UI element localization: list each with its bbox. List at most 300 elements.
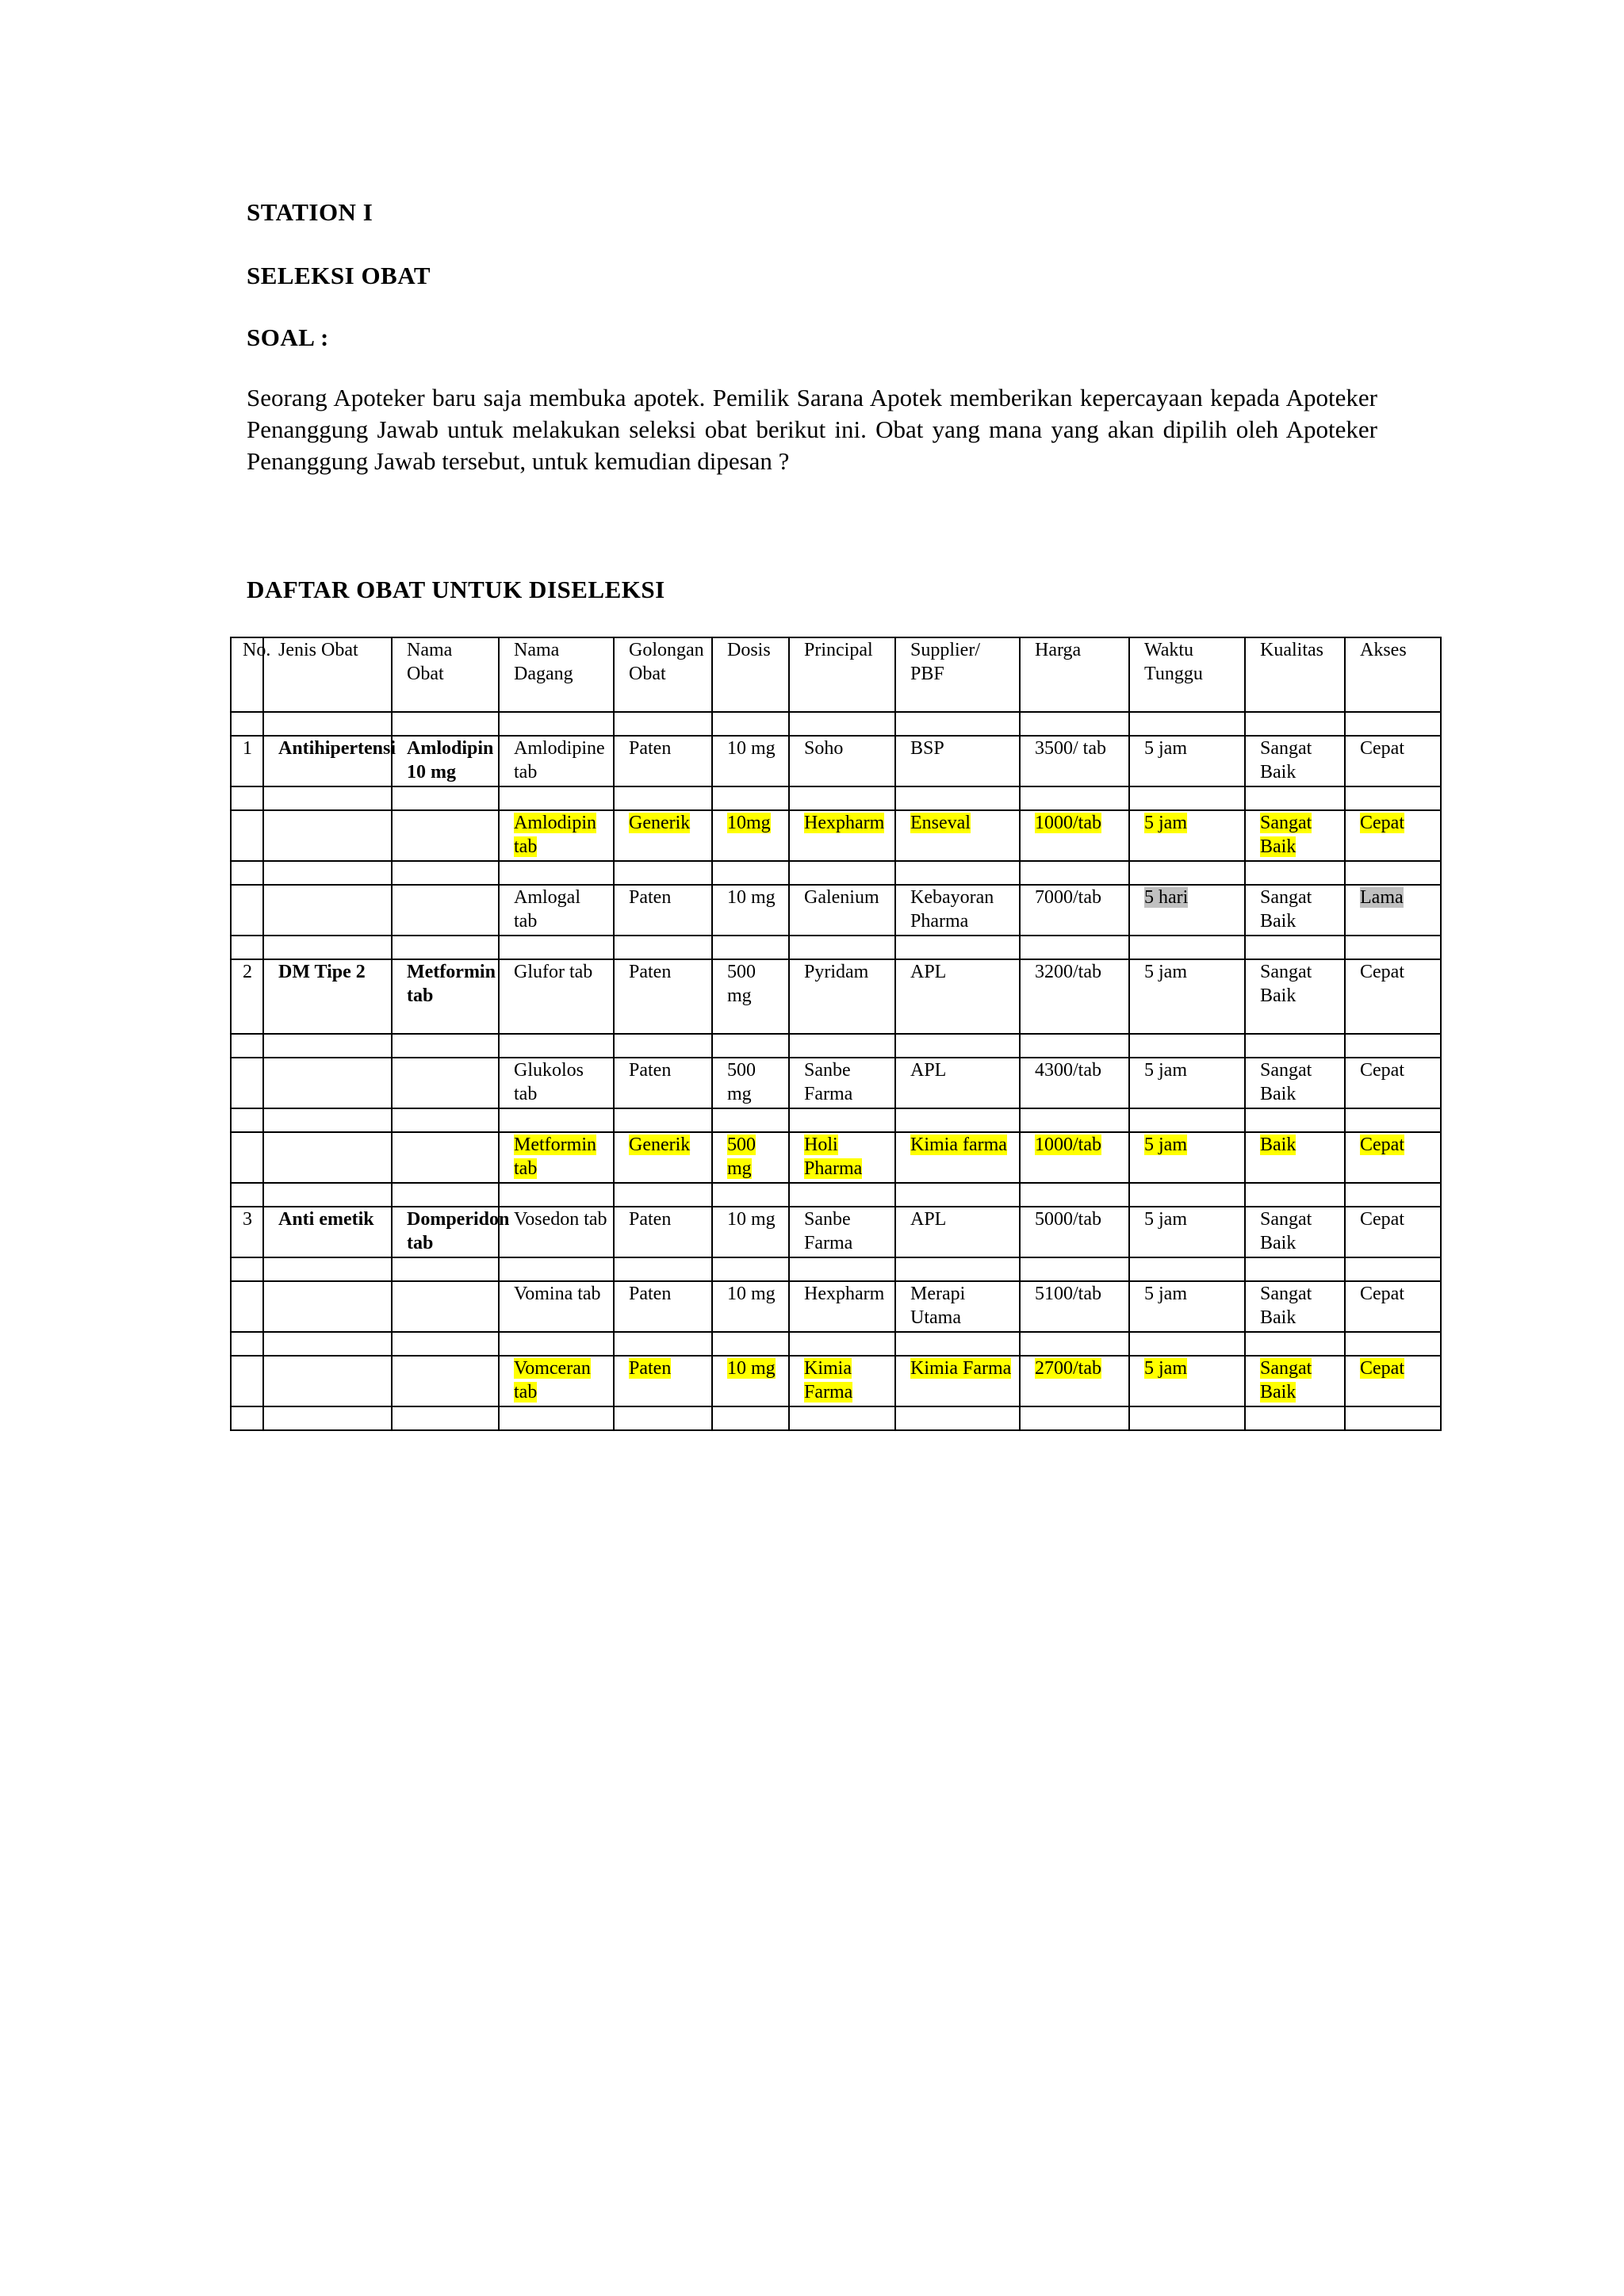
empty-cell bbox=[231, 1183, 263, 1207]
header-harga: Harga bbox=[1020, 637, 1129, 712]
dosis-value: 500 mg bbox=[727, 1060, 756, 1104]
cell-kualitas bbox=[1245, 1207, 1345, 1257]
empty-cell bbox=[614, 1108, 712, 1132]
empty-cell bbox=[392, 1183, 499, 1207]
cell-jenis bbox=[263, 959, 392, 1034]
dosis-value: 10 mg bbox=[727, 887, 776, 908]
empty-cell bbox=[231, 1108, 263, 1132]
harga-value: 7000/tab bbox=[1035, 887, 1101, 908]
spacer-row bbox=[231, 1257, 1441, 1281]
cell-waktu bbox=[1129, 885, 1245, 936]
principal-value: Sanbe Farma bbox=[804, 1060, 853, 1104]
dagang-value: Amlogal tab bbox=[514, 887, 580, 932]
akses-value: Cepat bbox=[1360, 1060, 1404, 1081]
cell-dagang bbox=[499, 1356, 614, 1406]
empty-cell bbox=[1245, 1183, 1345, 1207]
cell-kualitas bbox=[1245, 885, 1345, 936]
waktu-value: 5 jam bbox=[1144, 813, 1187, 833]
empty-cell bbox=[499, 712, 614, 736]
dagang-value: Amlodipine tab bbox=[514, 738, 605, 783]
empty-cell bbox=[712, 1257, 789, 1281]
empty-cell bbox=[263, 712, 392, 736]
cell-jenis bbox=[263, 1058, 392, 1108]
empty-cell bbox=[1129, 1108, 1245, 1132]
question-text: Seorang Apoteker baru saja membuka apotek. Pemilik Sarana Apotek memberikan kepercayaan kepada Apoteker Penanggung Jawab untuk melakukan seleksi obat berikut ini. Obat yang mana yang akan dipilih oleh Apoteker Penanggung Jawab tersebut, untuk kemudian dipesan ? bbox=[247, 384, 1377, 475]
empty-cell bbox=[263, 936, 392, 959]
cell-akses bbox=[1345, 1132, 1441, 1183]
spacer-row bbox=[231, 1406, 1441, 1430]
empty-cell bbox=[231, 712, 263, 736]
empty-cell bbox=[231, 1034, 263, 1058]
cell-waktu bbox=[1129, 959, 1245, 1034]
dosis-value: 10 mg bbox=[727, 1358, 776, 1379]
drug-table-wrapper bbox=[230, 637, 1442, 1431]
cell-waktu bbox=[1129, 1281, 1245, 1332]
empty-cell bbox=[895, 1108, 1020, 1132]
empty-cell bbox=[1345, 1257, 1441, 1281]
dagang-value: Glufor tab bbox=[514, 962, 593, 982]
supplier-value: Kebayoran Pharma bbox=[910, 887, 994, 932]
cell-no bbox=[231, 810, 263, 861]
empty-cell bbox=[789, 1034, 895, 1058]
cell-nama bbox=[392, 885, 499, 936]
cell-dagang bbox=[499, 959, 614, 1034]
waktu-value: 5 hari bbox=[1144, 887, 1189, 908]
empty-cell bbox=[895, 1034, 1020, 1058]
cell-kualitas bbox=[1245, 1356, 1345, 1406]
cell-waktu bbox=[1129, 1132, 1245, 1183]
principal-value: Holi Pharma bbox=[804, 1135, 863, 1179]
cell-akses bbox=[1345, 736, 1441, 786]
kualitas-value: Sangat Baik bbox=[1260, 1060, 1312, 1104]
spacer-row bbox=[231, 936, 1441, 959]
empty-cell bbox=[895, 936, 1020, 959]
spacer-row bbox=[231, 1332, 1441, 1356]
empty-cell bbox=[392, 1332, 499, 1356]
nama-value: Metformin tab bbox=[407, 962, 496, 1006]
table-title: DAFTAR OBAT UNTUK DISELEKSI bbox=[247, 576, 665, 603]
dagang-value: Metformin tab bbox=[514, 1135, 596, 1179]
drug-table-body bbox=[231, 637, 1441, 1430]
cell-dosis bbox=[712, 736, 789, 786]
golongan-value: Paten bbox=[629, 1284, 672, 1304]
empty-cell bbox=[614, 861, 712, 885]
spacer-row bbox=[231, 786, 1441, 810]
cell-harga bbox=[1020, 736, 1129, 786]
cell-waktu bbox=[1129, 1207, 1245, 1257]
spacer-row bbox=[231, 861, 1441, 885]
empty-cell bbox=[231, 861, 263, 885]
empty-cell bbox=[895, 712, 1020, 736]
empty-cell bbox=[614, 1257, 712, 1281]
dagang-value: Vosedon tab bbox=[514, 1209, 607, 1230]
harga-value: 1000/tab bbox=[1035, 813, 1101, 833]
cell-waktu bbox=[1129, 810, 1245, 861]
empty-cell bbox=[263, 1034, 392, 1058]
header-dagang: Nama Dagang bbox=[499, 637, 614, 712]
cell-dosis bbox=[712, 885, 789, 936]
harga-value: 3200/tab bbox=[1035, 962, 1101, 982]
cell-harga bbox=[1020, 1281, 1129, 1332]
harga-value: 5000/tab bbox=[1035, 1209, 1101, 1230]
station-heading: STATION I bbox=[247, 198, 373, 226]
empty-cell bbox=[1245, 861, 1345, 885]
empty-cell bbox=[789, 1108, 895, 1132]
empty-cell bbox=[263, 1108, 392, 1132]
empty-cell bbox=[1345, 936, 1441, 959]
dosis-value: 10 mg bbox=[727, 1284, 776, 1304]
nama-value: Domperidon tab bbox=[407, 1209, 510, 1253]
empty-cell bbox=[1020, 1183, 1129, 1207]
jenis-value: Anti emetik bbox=[278, 1209, 374, 1230]
header-supplier: Supplier/ PBF bbox=[895, 637, 1020, 712]
cell-kualitas bbox=[1245, 810, 1345, 861]
empty-cell bbox=[1129, 1332, 1245, 1356]
cell-kualitas bbox=[1245, 736, 1345, 786]
cell-supplier bbox=[895, 1207, 1020, 1257]
supplier-value: BSP bbox=[910, 738, 944, 759]
harga-value: 3500/ tab bbox=[1035, 738, 1106, 759]
cell-principal bbox=[789, 885, 895, 936]
cell-nama bbox=[392, 810, 499, 861]
empty-cell bbox=[499, 1108, 614, 1132]
cell-akses bbox=[1345, 885, 1441, 936]
kualitas-value: Sangat Baik bbox=[1260, 1209, 1312, 1253]
cell-nama bbox=[392, 1058, 499, 1108]
supplier-value: APL bbox=[910, 962, 947, 982]
table-row bbox=[231, 736, 1441, 786]
cell-harga bbox=[1020, 959, 1129, 1034]
akses-value: Cepat bbox=[1360, 813, 1404, 833]
empty-cell bbox=[1345, 1108, 1441, 1132]
cell-no bbox=[231, 959, 263, 1034]
header-dosis: Dosis bbox=[712, 637, 789, 712]
cell-golongan bbox=[614, 1207, 712, 1257]
supplier-value: Kimia Farma bbox=[910, 1358, 1012, 1379]
principal-value: Soho bbox=[804, 738, 844, 759]
empty-cell bbox=[392, 936, 499, 959]
empty-cell bbox=[1245, 936, 1345, 959]
cell-principal bbox=[789, 1132, 895, 1183]
cell-supplier bbox=[895, 1356, 1020, 1406]
cell-no bbox=[231, 736, 263, 786]
golongan-value: Paten bbox=[629, 1209, 672, 1230]
cell-dosis bbox=[712, 1356, 789, 1406]
topic-heading: SELEKSI OBAT bbox=[247, 262, 431, 289]
cell-nama bbox=[392, 1356, 499, 1406]
empty-cell bbox=[614, 1183, 712, 1207]
waktu-value: 5 jam bbox=[1144, 1284, 1187, 1304]
empty-cell bbox=[712, 1034, 789, 1058]
empty-cell bbox=[1020, 786, 1129, 810]
table-row bbox=[231, 885, 1441, 936]
empty-cell bbox=[1345, 712, 1441, 736]
empty-cell bbox=[895, 1332, 1020, 1356]
empty-cell bbox=[712, 712, 789, 736]
empty-cell bbox=[1345, 1034, 1441, 1058]
kualitas-value: Sangat Baik bbox=[1260, 1284, 1312, 1328]
cell-dosis bbox=[712, 1207, 789, 1257]
empty-cell bbox=[789, 712, 895, 736]
empty-cell bbox=[1129, 712, 1245, 736]
principal-value: Kimia Farma bbox=[804, 1358, 853, 1402]
golongan-value: Paten bbox=[629, 962, 672, 982]
empty-cell bbox=[789, 1332, 895, 1356]
empty-cell bbox=[1245, 1257, 1345, 1281]
cell-golongan bbox=[614, 810, 712, 861]
dosis-value: 10mg bbox=[727, 813, 771, 833]
empty-cell bbox=[1245, 1332, 1345, 1356]
cell-supplier bbox=[895, 1281, 1020, 1332]
empty-cell bbox=[1020, 712, 1129, 736]
cell-akses bbox=[1345, 959, 1441, 1034]
empty-cell bbox=[231, 1406, 263, 1430]
cell-supplier bbox=[895, 810, 1020, 861]
empty-cell bbox=[392, 786, 499, 810]
supplier-value: Enseval bbox=[910, 813, 971, 833]
empty-cell bbox=[712, 1406, 789, 1430]
cell-harga bbox=[1020, 1356, 1129, 1406]
golongan-value: Generik bbox=[629, 1135, 691, 1155]
cell-principal bbox=[789, 810, 895, 861]
drug-table bbox=[230, 637, 1442, 1431]
golongan-value: Paten bbox=[629, 738, 672, 759]
empty-cell bbox=[1129, 1257, 1245, 1281]
no-value: 1 bbox=[243, 738, 252, 759]
empty-cell bbox=[1129, 786, 1245, 810]
spacer-row bbox=[231, 712, 1441, 736]
header-kualitas: Kualitas bbox=[1245, 637, 1345, 712]
spacer-row bbox=[231, 1034, 1441, 1058]
harga-value: 5100/tab bbox=[1035, 1284, 1101, 1304]
cell-supplier bbox=[895, 959, 1020, 1034]
principal-value: Hexpharm bbox=[804, 813, 885, 833]
empty-cell bbox=[1020, 936, 1129, 959]
cell-nama bbox=[392, 736, 499, 786]
empty-cell bbox=[614, 1332, 712, 1356]
table-row bbox=[231, 1058, 1441, 1108]
cell-supplier bbox=[895, 1132, 1020, 1183]
empty-cell bbox=[895, 1183, 1020, 1207]
harga-value: 4300/tab bbox=[1035, 1060, 1101, 1081]
spacer-row bbox=[231, 1108, 1441, 1132]
empty-cell bbox=[712, 1108, 789, 1132]
empty-cell bbox=[499, 861, 614, 885]
empty-cell bbox=[499, 1183, 614, 1207]
empty-cell bbox=[1345, 1332, 1441, 1356]
golongan-value: Paten bbox=[629, 1358, 672, 1379]
table-row bbox=[231, 959, 1441, 1034]
kualitas-value: Sangat Baik bbox=[1260, 887, 1312, 932]
dosis-value: 10 mg bbox=[727, 738, 776, 759]
cell-golongan bbox=[614, 885, 712, 936]
cell-akses bbox=[1345, 1356, 1441, 1406]
cell-golongan bbox=[614, 736, 712, 786]
cell-principal bbox=[789, 1207, 895, 1257]
empty-cell bbox=[614, 786, 712, 810]
dosis-value: 500 mg bbox=[727, 1135, 756, 1179]
kualitas-value: Sangat Baik bbox=[1260, 813, 1312, 857]
golongan-value: Paten bbox=[629, 887, 672, 908]
akses-value: Cepat bbox=[1360, 1135, 1404, 1155]
empty-cell bbox=[1345, 786, 1441, 810]
dosis-value: 10 mg bbox=[727, 1209, 776, 1230]
no-value: 2 bbox=[243, 962, 252, 982]
empty-cell bbox=[499, 1406, 614, 1430]
empty-cell bbox=[895, 786, 1020, 810]
empty-cell bbox=[895, 1257, 1020, 1281]
cell-golongan bbox=[614, 959, 712, 1034]
empty-cell bbox=[1245, 1034, 1345, 1058]
cell-principal bbox=[789, 1058, 895, 1108]
dagang-value: Vomceran tab bbox=[514, 1358, 591, 1402]
waktu-value: 5 jam bbox=[1144, 1135, 1187, 1155]
cell-principal bbox=[789, 1281, 895, 1332]
empty-cell bbox=[1020, 1034, 1129, 1058]
empty-cell bbox=[392, 861, 499, 885]
empty-cell bbox=[614, 936, 712, 959]
jenis-value: Antihipertensi bbox=[278, 738, 396, 759]
empty-cell bbox=[392, 1034, 499, 1058]
empty-cell bbox=[1129, 861, 1245, 885]
empty-cell bbox=[263, 1257, 392, 1281]
cell-golongan bbox=[614, 1281, 712, 1332]
akses-value: Cepat bbox=[1360, 1284, 1404, 1304]
empty-cell bbox=[263, 1183, 392, 1207]
waktu-value: 5 jam bbox=[1144, 1358, 1187, 1379]
table-row bbox=[231, 1281, 1441, 1332]
cell-no bbox=[231, 1356, 263, 1406]
empty-cell bbox=[712, 936, 789, 959]
kualitas-value: Sangat Baik bbox=[1260, 738, 1312, 783]
waktu-value: 5 jam bbox=[1144, 738, 1187, 759]
header-principal: Principal bbox=[789, 637, 895, 712]
cell-harga bbox=[1020, 885, 1129, 936]
empty-cell bbox=[499, 1332, 614, 1356]
waktu-value: 5 jam bbox=[1144, 1060, 1187, 1081]
empty-cell bbox=[712, 1332, 789, 1356]
cell-no bbox=[231, 1058, 263, 1108]
cell-akses bbox=[1345, 1058, 1441, 1108]
empty-cell bbox=[789, 1257, 895, 1281]
empty-cell bbox=[263, 861, 392, 885]
cell-jenis bbox=[263, 1281, 392, 1332]
empty-cell bbox=[789, 1183, 895, 1207]
cell-golongan bbox=[614, 1132, 712, 1183]
empty-cell bbox=[499, 1257, 614, 1281]
cell-jenis bbox=[263, 1132, 392, 1183]
cell-harga bbox=[1020, 1132, 1129, 1183]
empty-cell bbox=[614, 1034, 712, 1058]
jenis-value: DM Tipe 2 bbox=[278, 962, 366, 982]
cell-akses bbox=[1345, 1207, 1441, 1257]
golongan-value: Paten bbox=[629, 1060, 672, 1081]
empty-cell bbox=[263, 1406, 392, 1430]
empty-cell bbox=[392, 712, 499, 736]
cell-harga bbox=[1020, 1207, 1129, 1257]
cell-principal bbox=[789, 1356, 895, 1406]
cell-akses bbox=[1345, 1281, 1441, 1332]
dosis-value: 500 mg bbox=[727, 962, 756, 1006]
akses-value: Cepat bbox=[1360, 962, 1404, 982]
cell-waktu bbox=[1129, 1356, 1245, 1406]
header-nama: Nama Obat bbox=[392, 637, 499, 712]
cell-supplier bbox=[895, 885, 1020, 936]
empty-cell bbox=[1020, 1406, 1129, 1430]
harga-value: 1000/tab bbox=[1035, 1135, 1101, 1155]
table-row bbox=[231, 1132, 1441, 1183]
supplier-value: APL bbox=[910, 1209, 947, 1230]
kualitas-value: Sangat Baik bbox=[1260, 962, 1312, 1006]
empty-cell bbox=[1245, 712, 1345, 736]
cell-principal bbox=[789, 736, 895, 786]
cell-supplier bbox=[895, 736, 1020, 786]
empty-cell bbox=[1129, 1034, 1245, 1058]
cell-dosis bbox=[712, 1058, 789, 1108]
empty-cell bbox=[1020, 1332, 1129, 1356]
empty-cell bbox=[712, 861, 789, 885]
empty-cell bbox=[1129, 1183, 1245, 1207]
empty-cell bbox=[392, 1108, 499, 1132]
cell-dagang bbox=[499, 1281, 614, 1332]
golongan-value: Generik bbox=[629, 813, 691, 833]
empty-cell bbox=[1245, 786, 1345, 810]
dagang-value: Vomina tab bbox=[514, 1284, 601, 1304]
cell-no bbox=[231, 885, 263, 936]
principal-value: Galenium bbox=[804, 887, 879, 908]
cell-no bbox=[231, 1207, 263, 1257]
cell-dosis bbox=[712, 810, 789, 861]
principal-value: Sanbe Farma bbox=[804, 1209, 853, 1253]
dagang-value: Glukolos tab bbox=[514, 1060, 584, 1104]
empty-cell bbox=[895, 1406, 1020, 1430]
supplier-value: Kimia farma bbox=[910, 1135, 1007, 1155]
empty-cell bbox=[1020, 861, 1129, 885]
empty-cell bbox=[499, 936, 614, 959]
cell-dagang bbox=[499, 1207, 614, 1257]
cell-no bbox=[231, 1132, 263, 1183]
cell-dosis bbox=[712, 1132, 789, 1183]
empty-cell bbox=[789, 861, 895, 885]
empty-cell bbox=[1345, 861, 1441, 885]
cell-waktu bbox=[1129, 736, 1245, 786]
table-row bbox=[231, 810, 1441, 861]
supplier-value: APL bbox=[910, 1060, 947, 1081]
cell-golongan bbox=[614, 1356, 712, 1406]
table-row bbox=[231, 1356, 1441, 1406]
spacer-row bbox=[231, 1183, 1441, 1207]
empty-cell bbox=[1129, 1406, 1245, 1430]
empty-cell bbox=[614, 712, 712, 736]
empty-cell bbox=[231, 1257, 263, 1281]
table-row bbox=[231, 1207, 1441, 1257]
kualitas-value: Baik bbox=[1260, 1135, 1297, 1155]
empty-cell bbox=[392, 1257, 499, 1281]
header-jenis: Jenis Obat bbox=[263, 637, 392, 712]
empty-cell bbox=[231, 1332, 263, 1356]
principal-value: Hexpharm bbox=[804, 1284, 885, 1304]
empty-cell bbox=[1245, 1108, 1345, 1132]
empty-cell bbox=[1129, 936, 1245, 959]
cell-dagang bbox=[499, 1058, 614, 1108]
cell-jenis bbox=[263, 1207, 392, 1257]
empty-cell bbox=[712, 1183, 789, 1207]
cell-dosis bbox=[712, 1281, 789, 1332]
cell-jenis bbox=[263, 1356, 392, 1406]
principal-value: Pyridam bbox=[804, 962, 869, 982]
cell-harga bbox=[1020, 810, 1129, 861]
akses-value: Cepat bbox=[1360, 1358, 1404, 1379]
